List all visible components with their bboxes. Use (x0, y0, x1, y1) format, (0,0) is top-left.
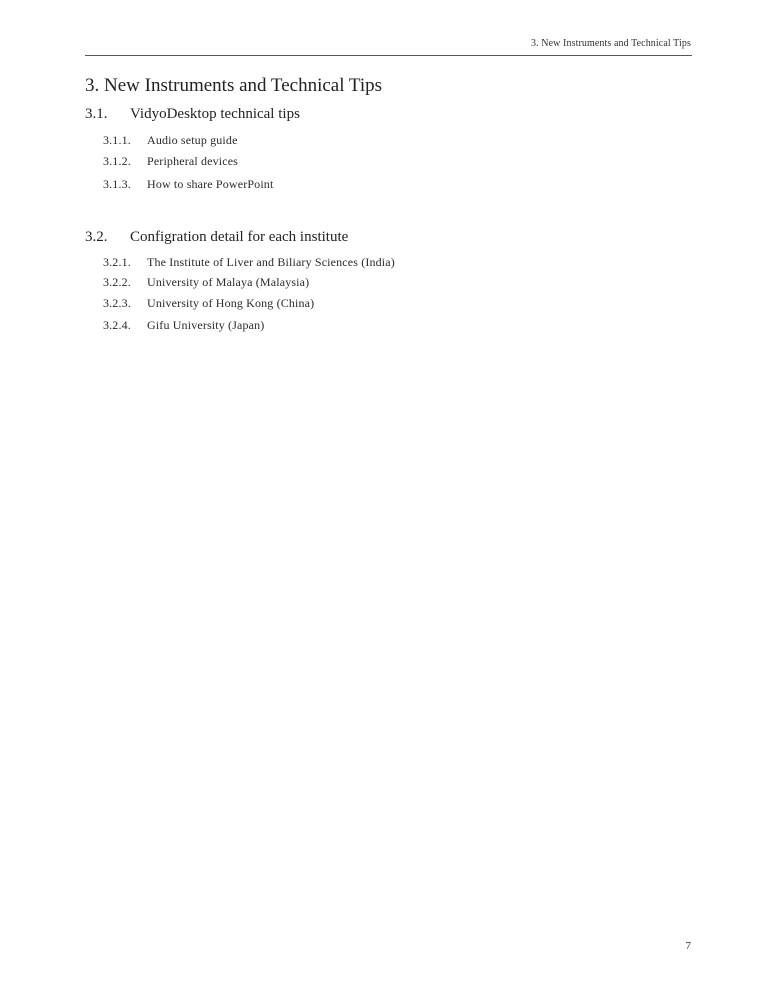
running-header: 3. New Instruments and Technical Tips (530, 38, 691, 49)
subsection-number: 3.2.2. (103, 275, 131, 289)
subsection-title: Audio setup guide (147, 133, 238, 147)
subsection-number: 3.2.4. (103, 318, 131, 332)
subsection-3-1-3 (103, 177, 273, 192)
subsection-3-2-4 (103, 318, 264, 333)
chapter-title: 3. New Instruments and Technical Tips (85, 75, 383, 96)
subsection-3-1-1 (103, 133, 238, 148)
page-number: 7 (685, 940, 691, 952)
subsection-3-1-2 (103, 154, 238, 169)
subsection-number: 3.1.2. (103, 154, 131, 168)
section-title: Configration detail for each institute (130, 229, 349, 245)
subsection-number: 3.1.1. (103, 133, 131, 147)
header-divider (85, 55, 692, 56)
subsection-3-2-2 (103, 275, 309, 290)
subsection-number: 3.2.1. (103, 255, 131, 269)
subsection-3-2-3 (103, 296, 314, 311)
subsection-title: How to share PowerPoint (147, 177, 274, 191)
section-title: VidyoDesktop technical tips (130, 106, 300, 122)
section-heading-3-1 (85, 106, 300, 123)
subsection-title: The Institute of Liver and Biliary Sciences (India) (147, 255, 395, 269)
subsection-number: 3.2.3. (103, 296, 131, 310)
subsection-title: Gifu University (Japan) (147, 318, 265, 332)
section-heading-3-2 (85, 229, 348, 246)
subsection-3-2-1 (103, 255, 395, 270)
subsection-number: 3.1.3. (103, 177, 131, 191)
subsection-title: University of Malaya (Malaysia) (147, 275, 310, 289)
section-number: 3.2. (85, 229, 108, 245)
subsection-title: Peripheral devices (147, 154, 238, 168)
subsection-title: University of Hong Kong (China) (147, 296, 315, 310)
section-number: 3.1. (85, 106, 108, 122)
